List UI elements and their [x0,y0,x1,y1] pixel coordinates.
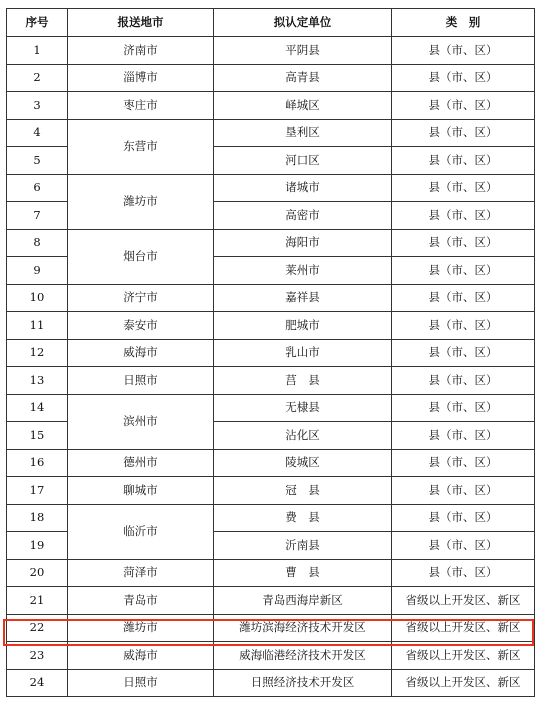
cell-reporting-city: 威海市 [68,339,214,367]
table-row [7,449,535,477]
cell-proposed-unit: 峄城区 [214,92,392,120]
cell-serial-no: 16 [7,449,68,477]
table-body [7,37,535,697]
cell-proposed-unit: 海阳市 [214,229,392,257]
cell-reporting-city: 泰安市 [68,312,214,340]
cell-category: 县（市、区） [392,559,535,587]
cell-category: 县（市、区） [392,394,535,422]
cell-reporting-city: 烟台市 [68,229,214,284]
cell-proposed-unit: 平阴县 [214,37,392,65]
cell-category: 县（市、区） [392,37,535,65]
table-row [7,229,535,257]
cell-serial-no: 19 [7,532,68,560]
cell-proposed-unit: 沾化区 [214,422,392,450]
cell-serial-no: 13 [7,367,68,395]
cell-reporting-city: 济宁市 [68,284,214,312]
cell-serial-no: 3 [7,92,68,120]
cell-serial-no: 10 [7,284,68,312]
cell-reporting-city: 菏泽市 [68,559,214,587]
cell-serial-no: 8 [7,229,68,257]
cell-serial-no: 1 [7,37,68,65]
cell-serial-no: 9 [7,257,68,285]
table-row [7,477,535,505]
cell-serial-no: 4 [7,119,68,147]
cell-proposed-unit: 乳山市 [214,339,392,367]
cell-proposed-unit: 河口区 [214,147,392,175]
cell-serial-no: 17 [7,477,68,505]
table-row [7,119,535,147]
cell-serial-no: 14 [7,394,68,422]
cell-category: 县（市、区） [392,449,535,477]
table-row [7,394,535,422]
cell-category: 县（市、区） [392,92,535,120]
cell-reporting-city: 日照市 [68,669,214,697]
cell-proposed-unit: 垦利区 [214,119,392,147]
cell-reporting-city: 青岛市 [68,587,214,615]
table-row [7,642,535,670]
cell-proposed-unit: 曹 县 [214,559,392,587]
cell-reporting-city: 德州市 [68,449,214,477]
cell-category: 县（市、区） [392,504,535,532]
cell-proposed-unit: 高密市 [214,202,392,230]
table-row [7,37,535,65]
cell-category: 县（市、区） [392,367,535,395]
header-reporting-city: 报送地市 [68,9,214,37]
cell-serial-no: 24 [7,669,68,697]
cell-category: 省级以上开发区、新区 [392,614,535,642]
cell-category: 县（市、区） [392,64,535,92]
cell-reporting-city: 济南市 [68,37,214,65]
table-row [7,367,535,395]
cell-category: 省级以上开发区、新区 [392,642,535,670]
cell-reporting-city: 临沂市 [68,504,214,559]
cell-reporting-city: 滨州市 [68,394,214,449]
cell-serial-no: 22 [7,614,68,642]
table-row [7,64,535,92]
cell-serial-no: 2 [7,64,68,92]
cell-proposed-unit: 诸城市 [214,174,392,202]
cell-serial-no: 11 [7,312,68,340]
certification-table [6,8,535,697]
table-row [7,339,535,367]
cell-serial-no: 23 [7,642,68,670]
cell-proposed-unit: 沂南县 [214,532,392,560]
cell-reporting-city: 淄博市 [68,64,214,92]
table-row [7,284,535,312]
cell-category: 省级以上开发区、新区 [392,669,535,697]
cell-category: 县（市、区） [392,174,535,202]
table-header-row [7,9,535,37]
cell-serial-no: 15 [7,422,68,450]
cell-serial-no: 12 [7,339,68,367]
table-row [7,92,535,120]
cell-proposed-unit: 莱州市 [214,257,392,285]
cell-category: 县（市、区） [392,202,535,230]
table-row [7,669,535,697]
table-row [7,614,535,642]
cell-category: 县（市、区） [392,147,535,175]
table-row [7,312,535,340]
cell-serial-no: 18 [7,504,68,532]
cell-category: 县（市、区） [392,339,535,367]
cell-reporting-city: 日照市 [68,367,214,395]
cell-category: 县（市、区） [392,312,535,340]
header-serial-no: 序号 [7,9,68,37]
header-proposed-unit: 拟认定单位 [214,9,392,37]
table-row [7,504,535,532]
cell-reporting-city: 潍坊市 [68,174,214,229]
cell-category: 县（市、区） [392,284,535,312]
cell-category: 省级以上开发区、新区 [392,587,535,615]
table-row [7,587,535,615]
cell-proposed-unit: 高青县 [214,64,392,92]
table-row [7,559,535,587]
cell-proposed-unit: 日照经济技术开发区 [214,669,392,697]
cell-serial-no: 5 [7,147,68,175]
cell-proposed-unit: 潍坊滨海经济技术开发区 [214,614,392,642]
cell-serial-no: 20 [7,559,68,587]
cell-category: 县（市、区） [392,229,535,257]
cell-reporting-city: 威海市 [68,642,214,670]
cell-category: 县（市、区） [392,257,535,285]
cell-proposed-unit: 费 县 [214,504,392,532]
cell-proposed-unit: 青岛西海岸新区 [214,587,392,615]
table-row [7,174,535,202]
header-category: 类 别 [392,9,535,37]
cell-category: 县（市、区） [392,422,535,450]
cell-reporting-city: 枣庄市 [68,92,214,120]
cell-serial-no: 7 [7,202,68,230]
cell-proposed-unit: 陵城区 [214,449,392,477]
cell-proposed-unit: 嘉祥县 [214,284,392,312]
cell-reporting-city: 东营市 [68,119,214,174]
cell-proposed-unit: 冠 县 [214,477,392,505]
cell-serial-no: 6 [7,174,68,202]
cell-category: 县（市、区） [392,477,535,505]
cell-proposed-unit: 威海临港经济技术开发区 [214,642,392,670]
cell-serial-no: 21 [7,587,68,615]
cell-proposed-unit: 莒 县 [214,367,392,395]
cell-proposed-unit: 肥城市 [214,312,392,340]
cell-reporting-city: 潍坊市 [68,614,214,642]
cell-reporting-city: 聊城市 [68,477,214,505]
cell-proposed-unit: 无棣县 [214,394,392,422]
cell-category: 县（市、区） [392,119,535,147]
cell-category: 县（市、区） [392,532,535,560]
